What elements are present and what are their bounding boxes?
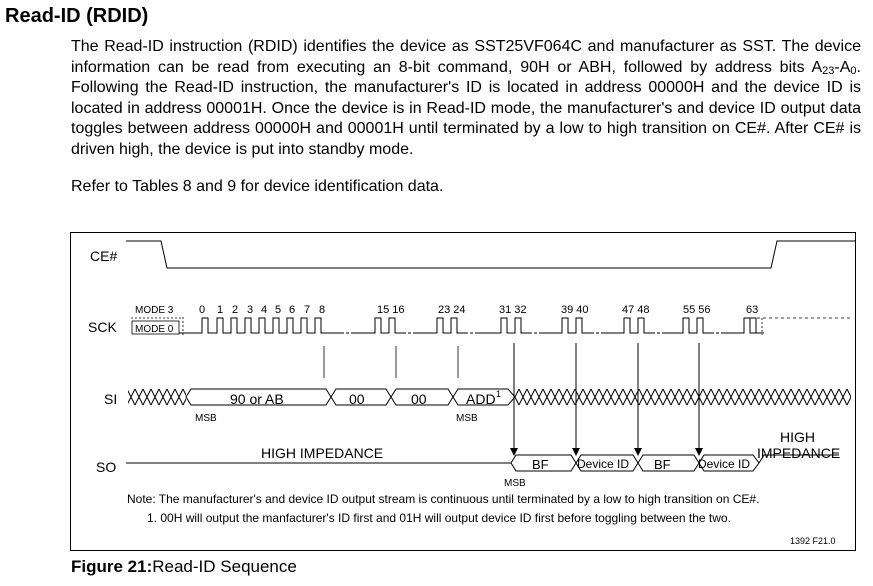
paragraph-part-1: The Read-ID instruction (RDID) identifies the device as SST25VF064C and manufacturer as SST. The device information can be read from executing an 8-bit command, 90H or ABH, followed by address bits A — [71, 38, 861, 76]
diagram-note: Note: The manufacturer's and device ID output stream is continuous until terminated by a low to high transition on CE#. — [127, 492, 760, 506]
mode0-label: MODE 0 — [135, 324, 174, 335]
si-dont-care-region — [515, 389, 851, 405]
si-add-superscript: 1 — [496, 389, 502, 399]
so-bf-text: BF — [654, 457, 671, 472]
sck-waveform — [199, 318, 761, 333]
si-dont-care-region — [128, 389, 186, 405]
paragraph-part-3: . Following the Read-ID instruction, the manufacturer's ID is located in address 00000H and the device ID is located in address 00001H. Once the device is in Read-ID mode, the manufacturer's and device ID output data toggles between address 00000H and 00001H until terminated by a low to high transition on CE#. After CE# is driven high, the device is put into standby mode. — [71, 58, 861, 158]
description-paragraph — [71, 37, 861, 161]
figure-caption — [71, 557, 297, 577]
clock-label: 2 — [232, 304, 239, 316]
si-byte1-text: 00 — [349, 391, 365, 407]
clock-label: 5 — [275, 304, 282, 316]
clock-label: 0 — [199, 304, 206, 316]
msb-label: MSB — [195, 413, 217, 424]
clock-label: 4 — [261, 304, 268, 316]
so-signal-label: SO — [96, 459, 117, 475]
so-high-impedance-label: HIGH IMPEDANCE — [261, 445, 384, 461]
figure-title: Read-ID Sequence — [152, 557, 297, 576]
section-title: Read-ID (RDID) — [5, 5, 149, 27]
clock-label: 23 24 — [438, 304, 466, 316]
ce-waveform — [126, 241, 856, 268]
si-byte2-text: 00 — [411, 391, 427, 407]
so-device-id-text: Device ID — [698, 457, 751, 471]
si-add-text: ADD — [466, 391, 496, 407]
so-high-label: HIGH — [780, 429, 815, 445]
clock-label: 3 — [247, 304, 254, 316]
clock-label: 63 — [746, 304, 759, 316]
paragraph-part-2: -A — [834, 58, 851, 76]
ce-signal-label: CE# — [90, 248, 118, 264]
sck-signal-label: SCK — [88, 319, 117, 335]
clock-label: 7 — [304, 304, 311, 316]
clock-label: 1 — [217, 304, 224, 316]
msb-label: MSB — [456, 413, 478, 424]
subscript-a0: 0 — [850, 64, 857, 77]
so-device-id-text: Device ID — [577, 457, 630, 471]
figure-reference-code: 1392 F21.0 — [790, 536, 836, 546]
si-signal-label: SI — [104, 391, 118, 407]
clock-label: 15 16 — [377, 304, 405, 316]
clock-label: 6 — [289, 304, 296, 316]
so-bf-text: BF — [532, 457, 549, 472]
clock-label: 47 48 — [622, 304, 650, 316]
subscript-a23: 23 — [822, 64, 835, 77]
clock-label: 55 56 — [683, 304, 711, 316]
reference-paragraph: Refer to Tables 8 and 9 for device identification data. — [71, 178, 444, 195]
timing-diagram-svg — [71, 233, 857, 552]
so-impedance-label: IMPEDANCE — [757, 445, 841, 461]
si-command-text: 90 or AB — [230, 391, 284, 407]
timing-diagram — [70, 232, 856, 551]
clock-label: 31 32 — [499, 304, 527, 316]
diagram-note-1: 1. 00H will output the manfacturer's ID first and 01H will output device ID first before toggling between the two. — [147, 511, 731, 525]
clock-label: 39 40 — [561, 304, 589, 316]
clock-label: 8 — [319, 304, 326, 316]
msb-label: MSB — [504, 478, 526, 489]
mode3-label: MODE 3 — [135, 305, 174, 316]
figure-label: Figure 21: — [71, 557, 153, 576]
